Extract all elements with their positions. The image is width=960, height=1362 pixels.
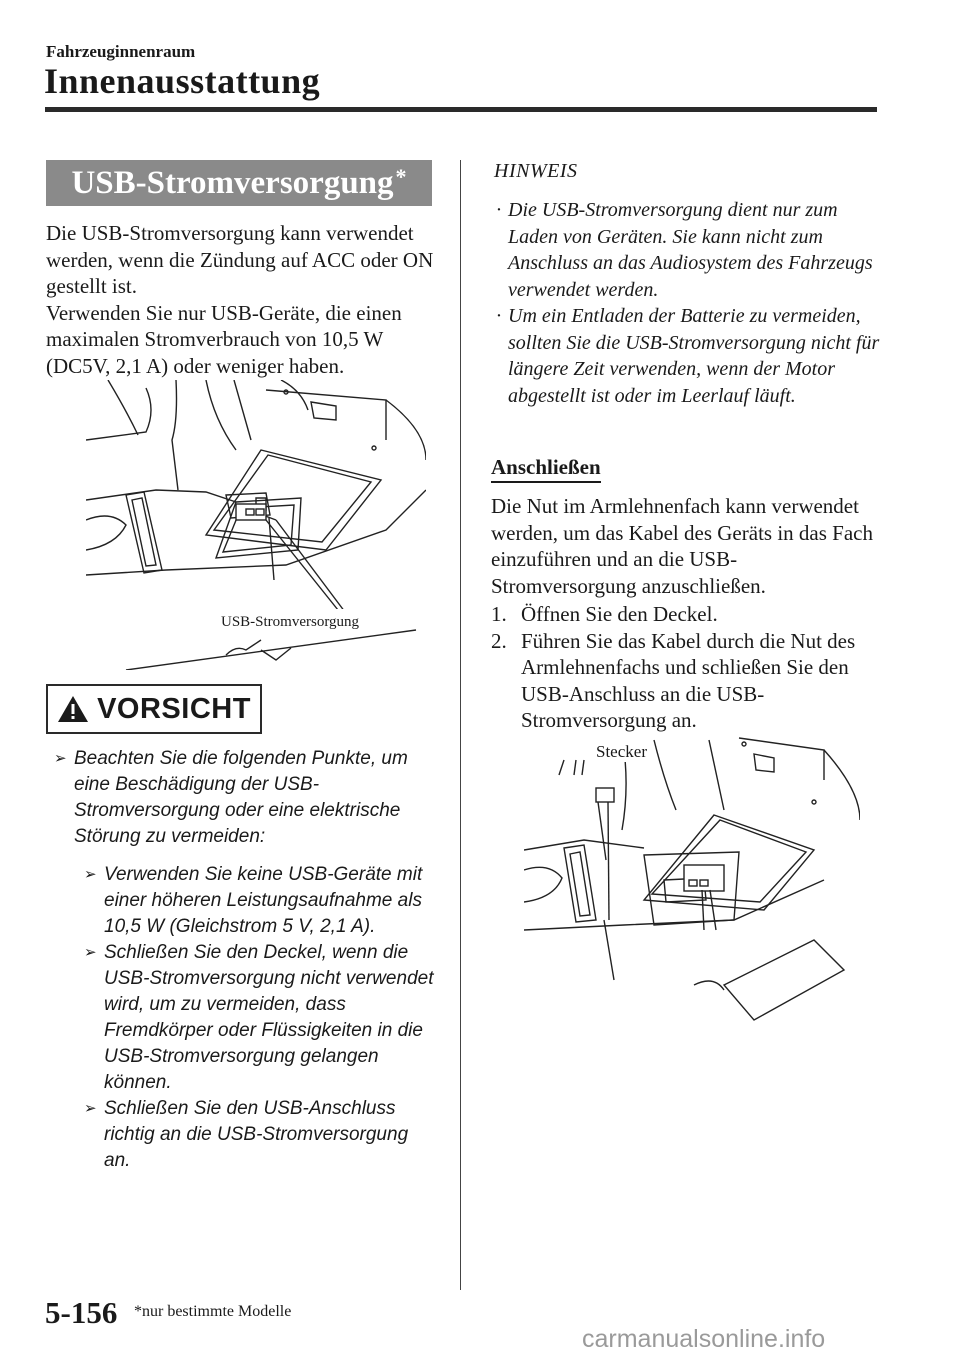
note-item <box>490 303 880 409</box>
page-number: 5-156 <box>45 1295 118 1330</box>
steps-list <box>491 601 881 734</box>
caution-sub-text: Schließen Sie den Deckel, wenn die USB-Stromversorgung nicht verwendet wird, um zu vermeiden, dass Fremdkörper oder Flüssigkeiten in die USB-Stromversorgung gelangen können. <box>104 942 434 1093</box>
header-rule <box>45 107 877 112</box>
intro-paragraph: Die USB-Stromversorgung kann verwendet werden, wenn die Zündung auf ACC oder ON gestellt ist. <box>46 221 434 298</box>
caution-content <box>54 746 434 1174</box>
note-text: Um ein Entladen der Batterie zu vermeiden, sollten Sie die USB-Stromversorgung nicht für längere Zeit verwenden, wenn der Motor abgestellt ist oder im Leerlauf läuft. <box>508 305 880 407</box>
step-item <box>491 601 881 628</box>
footnote: *nur bestimmte Modelle <box>134 1303 292 1320</box>
caution-sub-item <box>84 862 434 940</box>
section-label: Fahrzeuginnenraum <box>46 42 196 61</box>
dot-bullet-icon: · <box>495 199 503 221</box>
warning-triangle-icon <box>57 695 89 723</box>
step-text: Führen Sie das Kabel durch die Nut des Armlehnenfachs und schließen Sie den USB-Anschluss an die USB-Stromversorgung an. <box>521 628 856 732</box>
note-text: Die USB-Stromversorgung dient nur zum Laden von Geräten. Sie kann nicht zum Anschluss an das Audiosystem des Fahrzeugs verwendet werden. <box>508 199 873 301</box>
dot-bullet-icon: · <box>495 305 503 327</box>
caution-sub-list <box>84 862 434 1174</box>
caution-label: VORSICHT <box>97 692 251 725</box>
chapter-title: Innenausstattung <box>44 61 321 101</box>
note-list <box>490 197 880 409</box>
arrow-bullet-icon: ➢ <box>84 866 97 883</box>
caution-main-text: Beachten Sie die folgenden Punkte, um eine Beschädigung der USB-Stromversorgung oder eine elektrische Störung zu vermeiden: <box>74 748 408 847</box>
caution-sub-item <box>84 1096 434 1174</box>
section-title-bar <box>46 160 432 206</box>
arrow-bullet-icon: ➢ <box>54 750 67 767</box>
caution-main-item <box>54 746 434 850</box>
step-item <box>491 628 881 734</box>
figure2-label: Stecker <box>596 742 647 761</box>
intro-paragraph: Verwenden Sie nur USB-Geräte, die einen maximalen Stromverbrauch von 10,5 W (DC5V, 2,1 A) oder weniger haben. <box>46 300 402 378</box>
arrow-bullet-icon: ➢ <box>84 1100 97 1117</box>
figure1-label: USB-Stromversorgung <box>219 609 361 636</box>
section-title: USB-Stromversorgung <box>71 164 394 201</box>
connect-text <box>491 493 881 599</box>
plug-illustration <box>524 730 860 1030</box>
step-number: 2. <box>491 628 507 653</box>
arrow-bullet-icon: ➢ <box>84 944 97 961</box>
caution-sub-item <box>84 940 434 1096</box>
caution-sub-text: Schließen Sie den USB-Anschluss richtig an die USB-Stromversorgung an. <box>104 1098 409 1171</box>
column-divider <box>460 160 461 1290</box>
intro-text <box>46 220 446 379</box>
note-item <box>490 197 880 303</box>
connect-heading: Anschließen <box>491 455 601 483</box>
caution-box <box>46 684 262 734</box>
step-number: 1. <box>491 602 507 626</box>
connect-paragraph: Die Nut im Armlehnenfach kann verwendet werden, um das Kabel des Geräts in das Fach einzuführen und an die USB-Stromversorgung anzuschließen. <box>491 494 873 598</box>
caution-sub-text: Verwenden Sie keine USB-Geräte mit einer höheren Leistungsaufnahme als 10,5 W (Gleichstrom 5 V, 2,1 A). <box>104 864 423 937</box>
note-heading: HINWEIS <box>494 160 578 182</box>
step-text: Öffnen Sie den Deckel. <box>521 602 718 626</box>
watermark: carmanualsonline.info <box>582 1325 826 1353</box>
title-footnote-marker: * <box>395 164 407 189</box>
